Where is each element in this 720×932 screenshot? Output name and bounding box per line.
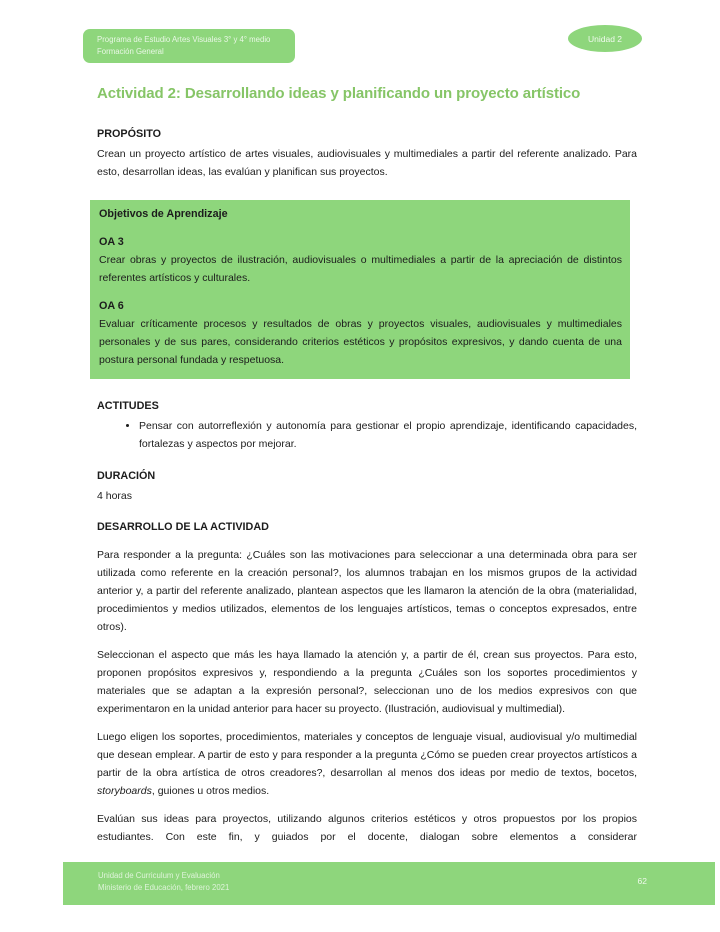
actitudes-item: • Pensar con autorreflexión y autonomía para gestionar el propio aprendizaje, identificando capacidades, fortalezas y aspectos por mejorar. — [139, 417, 637, 453]
duracion-value: 4 horas — [97, 490, 133, 502]
unit-badge-label: Unidad 2 — [587, 33, 623, 44]
page-number: 62 — [637, 876, 647, 886]
objetivos-box — [90, 200, 630, 379]
desarrollo-paragraph-4: Evalúan sus ideas para proyectos, utilizando algunos criterios estéticos y otros propuestos por los propios estudiantes. Con este fin, y guiados por el docente, dialogan sobre elementos a considerar — [97, 813, 637, 843]
desarrollo-heading: DESARROLLO DE LA ACTIVIDAD — [97, 521, 269, 533]
objetivos-heading: Objetivos de Aprendizaje — [99, 208, 228, 220]
document-content — [97, 84, 637, 846]
header-program-line1: Programa de Estudio Artes Visuales 3° y 4° medio — [97, 35, 271, 44]
footer-line1: Unidad de Curriculum y Evaluación — [98, 871, 220, 880]
proposito-heading: PROPÓSITO — [97, 128, 161, 140]
oa6-code: OA 6 — [99, 300, 124, 312]
activity-title: Actividad 2: Desarrollando ideas y planificando un proyecto artístico — [97, 85, 581, 102]
duracion-heading: DURACIÓN — [97, 470, 156, 482]
desarrollo-paragraph-3-tail: , guiones u otros medios. — [151, 785, 270, 797]
oa6-text: Evaluar críticamente procesos y resultados de obras y proyectos visuales, audiovisuales y multimediales personales y de sus pares, considerando criterios estéticos y propósitos expresivos, y dando cuenta de una postura personal fundada y respetuosa. — [99, 318, 622, 366]
actitudes-list — [97, 417, 637, 453]
proposito-body: Crean un proyecto artístico de artes visuales, audiovisuales y multimediales a partir del referente analizado. Para esto, desarrollan ideas, las evalúan y planifican sus proyectos. — [97, 148, 637, 178]
header-program-line2: Formación General — [97, 46, 164, 56]
desarrollo-paragraph-2: Seleccionan el aspecto que más les haya llamado la atención y, a partir de él, crean sus proyectos. Para esto, proponen propósitos expresivos y, respondiendo a la pregunta ¿Cuáles son los soportes procedimientos y materiales que se adaptan a la expresión personal?, seleccionan uno de los medios expresivos con que experimentaron en la unidad anterior para hacer su proyecto. (Ilustración, audiovisual y multimedial). — [97, 649, 637, 715]
desarrollo-paragraph-1: Para responder a la pregunta: ¿Cuáles son las motivaciones para seleccionar a una determinada obra para ser utilizada como referente en la creación personal?, los alumnos trabajan en los mismos grupos de la actividad anterior y, a partir del referente analizado, plantean aspectos que les llamaron la atención de la obra (materialidad, procedimientos y medios utilizados, elementos de los lenguajes artísticos, temas o conceptos expresados, entre otros). — [97, 549, 637, 633]
oa3-text: Crear obras y proyectos de ilustración, audiovisuales o multimediales a partir de la apreciación de distintos referentes artísticos y culturales. — [99, 254, 622, 284]
desarrollo-paragraph-3 — [97, 728, 637, 800]
oa3-code: OA 3 — [99, 236, 124, 248]
desarrollo-paragraph-3-text: Luego eligen los soportes, procedimientos, materiales y conceptos de lenguaje visual, audiovisual y/o multimedial que desean emplear. A partir de esto y para responder a la pregunta ¿Cómo se pueden crear proyectos artísticos a partir de la obra artística de otros creadores?, desarrollan al menos dos ideas por medio de textos, bocetos, — [97, 731, 637, 779]
unit-badge — [568, 25, 642, 52]
header-program-bar — [83, 29, 295, 63]
actitudes-heading: ACTITUDES — [97, 400, 159, 412]
storyboards-italic-word: storyboards — [97, 785, 152, 797]
footer-bar — [63, 862, 715, 905]
footer-line2: Ministerio de Educación, febrero 2021 — [98, 882, 230, 892]
